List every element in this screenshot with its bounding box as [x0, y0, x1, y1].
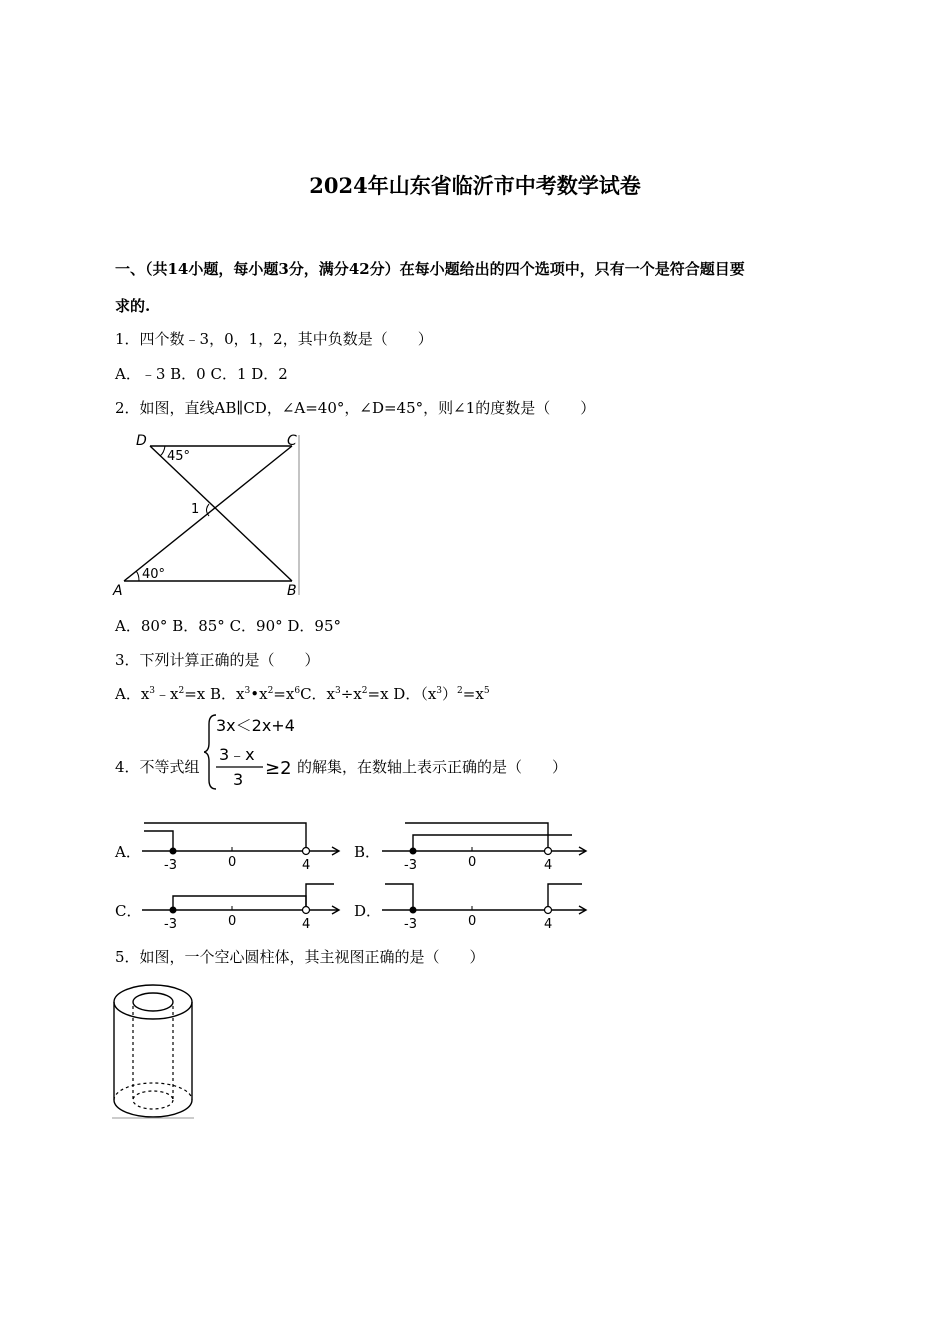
angle-d-label: 45°: [167, 449, 191, 464]
question-2-options: A．80° B．85° C．90° D．95°: [115, 617, 342, 635]
range-right: [548, 884, 582, 910]
open-point: [303, 907, 310, 914]
tick-label: 4: [544, 917, 553, 932]
point-c-label: C: [287, 433, 297, 449]
point-a-label: A: [113, 583, 123, 599]
inequality-2-denominator: 3: [233, 770, 244, 789]
range-between: [173, 896, 306, 910]
section-heading-line1: 一、（共14小题，每小题3分，满分42分）在每小题给出的四个选项中，只有一个是符合题目要: [115, 260, 745, 278]
page-title: 2024年山东省临沂市中考数学试卷: [309, 173, 641, 198]
tick-label: 4: [302, 858, 311, 873]
outer-bottom-back: [114, 1083, 192, 1100]
question-1-options: A．﹣3 B．0 C．1 D．2: [115, 365, 288, 383]
angle-1-label: 1: [191, 502, 200, 517]
inequality-system: [204, 712, 300, 792]
range-left: [385, 884, 413, 910]
range-right: [144, 823, 306, 851]
point-b-label: B: [287, 583, 297, 599]
point-d-label: D: [136, 433, 147, 449]
option-a-label: A．: [115, 843, 141, 861]
closed-point: [410, 848, 417, 855]
tick-label: -3: [164, 858, 177, 873]
option-b-label: B．: [354, 843, 381, 861]
line-ac: [124, 446, 292, 581]
question-5-stem: 5．如图，一个空心圆柱体，其主视图正确的是（ ）: [115, 948, 485, 966]
range-left: [405, 823, 548, 851]
question-3-options: A．$x^3﹣x^2=x$ B．$x^3•x^2=x^6C$．$x^3\div x^2=x$ D．$(x^3)^2=x^5$: [115, 685, 490, 703]
range-right: [306, 884, 334, 910]
question-2-figure: [110, 430, 310, 600]
open-point: [545, 848, 552, 855]
closed-point: [170, 848, 177, 855]
number-line-a: [140, 818, 352, 874]
tick-label: 0: [228, 914, 237, 929]
open-point: [303, 848, 310, 855]
angle-d-arc: [160, 446, 165, 456]
tick-label: 0: [468, 855, 477, 870]
question-1-stem: 1．四个数﹣3，0，1，2，其中负数是（ ）: [115, 330, 433, 348]
inner-bottom-ellipse: [133, 1091, 173, 1109]
left-brace: [204, 715, 216, 789]
outer-top-ellipse: [114, 985, 192, 1019]
tick-label: 0: [228, 855, 237, 870]
outer-bottom-front: [114, 1100, 192, 1117]
tick-label: 4: [544, 858, 553, 873]
inequality-2-numerator: 3﹣x: [219, 745, 255, 764]
inequality-2-relation: ≥2: [265, 758, 292, 779]
tick-label: 0: [468, 914, 477, 929]
closed-point: [410, 907, 417, 914]
option-c-label: C．: [115, 902, 142, 920]
hollow-cylinder-figure: [108, 980, 198, 1122]
line-db: [150, 446, 292, 581]
tick-label: -3: [164, 917, 177, 932]
range-left: [144, 831, 173, 851]
option-d-label: D．: [354, 902, 382, 920]
tick-label: 4: [302, 917, 311, 932]
question-4-stem-after: 的解集，在数轴上表示正确的是（ ）: [297, 758, 568, 776]
number-line-b: [380, 818, 592, 874]
inner-top-ellipse: [133, 993, 173, 1011]
angle-a-arc: [136, 571, 139, 581]
tick-label: -3: [404, 858, 417, 873]
tick-label: -3: [404, 917, 417, 932]
angle-a-label: 40°: [142, 567, 166, 582]
inequality-1: 3x＜2x+4: [216, 716, 295, 735]
question-2-stem: 2．如图，直线AB∥CD，∠A=40°，∠D=45°，则∠1的度数是（ ）: [115, 399, 596, 417]
open-point: [545, 907, 552, 914]
number-line-d: [380, 876, 592, 932]
section-heading-line2: 求的.: [115, 297, 151, 315]
number-line-c: [140, 876, 352, 932]
question-3-stem: 3．下列计算正确的是（ ）: [115, 651, 320, 669]
closed-point: [170, 907, 177, 914]
question-4-stem-before: 4．不等式组: [115, 758, 200, 776]
